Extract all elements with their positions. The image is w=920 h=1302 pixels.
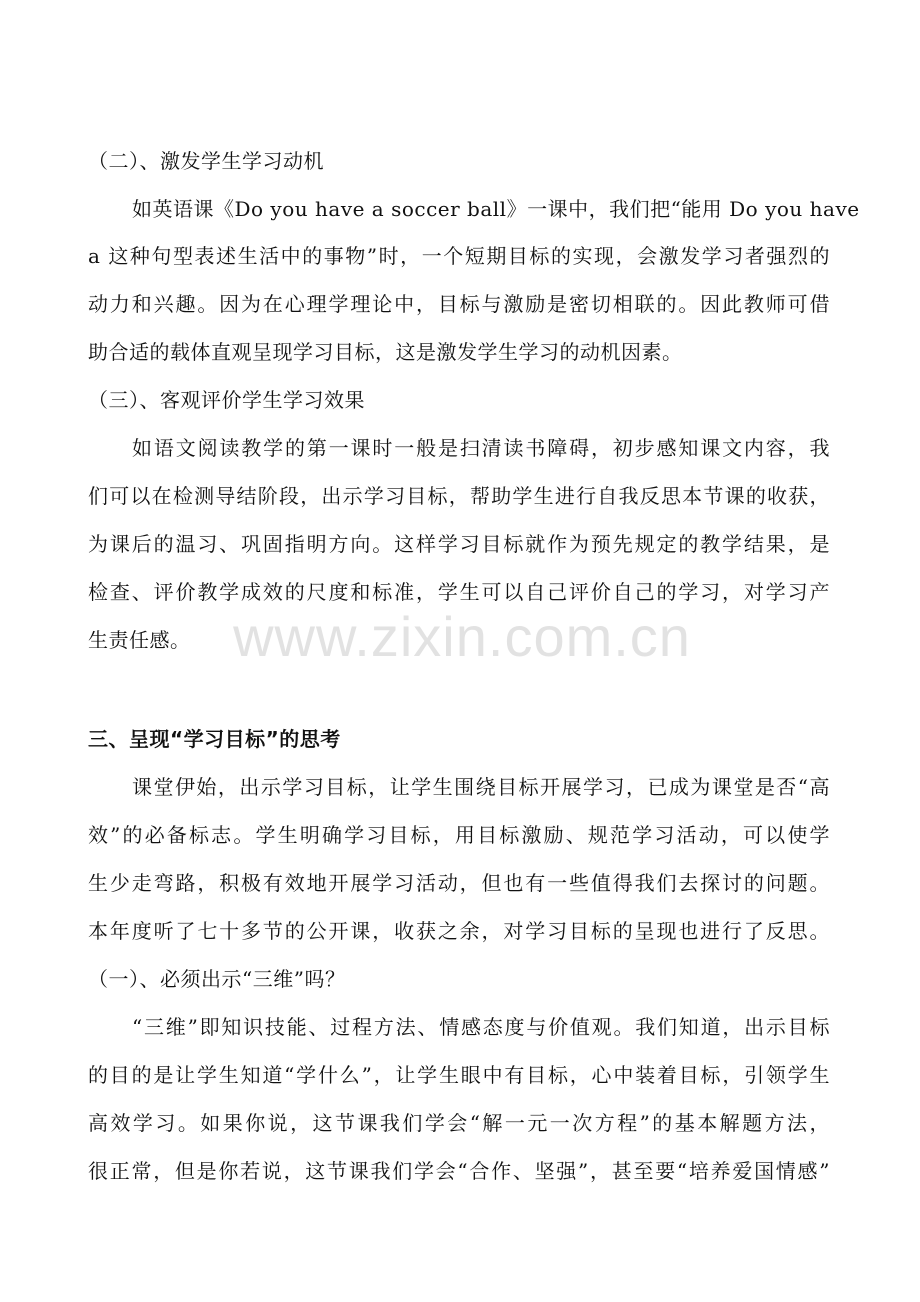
paragraph-line: 生责任感。 xyxy=(88,628,191,652)
paragraph-line: 检查、评价教学成效的尺度和标准，学生可以自己评价自己的学习，对学习产 xyxy=(88,580,830,604)
section-heading-1: （一）、必须出示“三维”吗？ xyxy=(88,967,346,991)
watermark: www.zixin.com.cn xyxy=(233,605,691,668)
paragraph-line: 们可以在检测导结阶段，出示学习目标，帮助学生进行自我反思本节课的收获， xyxy=(88,484,830,508)
section-heading-main: 三、呈现“学习目标”的思考 xyxy=(88,727,341,751)
paragraph-line: 生少走弯路，积极有效地开展学习活动，但也有一些值得我们去探讨的问题。 xyxy=(88,871,830,895)
section-heading-3: （三）、客观评价学生学习效果 xyxy=(88,388,365,412)
paragraph-line: 高效学习。如果你说，这节课我们学会“解一元一次方程”的基本解题方法， xyxy=(88,1111,830,1135)
paragraph-line: 本年度听了七十多节的公开课，收获之余，对学习目标的呈现也进行了反思。 xyxy=(88,919,830,943)
paragraph-line: 如英语课《Do you have a soccer ball》一课中，我们把“能用 Do you have xyxy=(132,197,860,221)
paragraph-line: 助合适的载体直观呈现学习目标，这是激发学生学习的动机因素。 xyxy=(88,340,683,364)
paragraph-line: 动力和兴趣。因为在心理学理论中，目标与激励是密切相联的。因此教师可借 xyxy=(88,292,830,316)
paragraph-line: 很正常，但是你若说，这节课我们学会“合作、坚强”，甚至要“培养爱国情感” xyxy=(88,1159,830,1183)
paragraph-line: 效”的必备标志。学生明确学习目标，用目标激励、规范学习活动，可以使学 xyxy=(88,823,830,847)
paragraph-line: 如语文阅读教学的第一课时一般是扫清读书障碍，初步感知课文内容，我 xyxy=(132,436,830,460)
paragraph-line: a 这种句型表述生活中的事物”时，一个短期目标的实现，会激发学习者强烈的 xyxy=(88,244,830,268)
paragraph-line: “三维”即知识技能、过程方法、情感态度与价值观。我们知道，出示目标 xyxy=(132,1015,830,1039)
section-heading-2: （二）、激发学生学习动机 xyxy=(88,149,324,173)
paragraph-line: 的目的是让学生知道“学什么”，让学生眼中有目标，心中装着目标，引领学生 xyxy=(88,1063,830,1087)
paragraph-line: 课堂伊始，出示学习目标，让学生围绕目标开展学习，已成为课堂是否“高 xyxy=(132,775,830,799)
paragraph-line: 为课后的温习、巩固指明方向。这样学习目标就作为预先规定的教学结果，是 xyxy=(88,532,830,556)
